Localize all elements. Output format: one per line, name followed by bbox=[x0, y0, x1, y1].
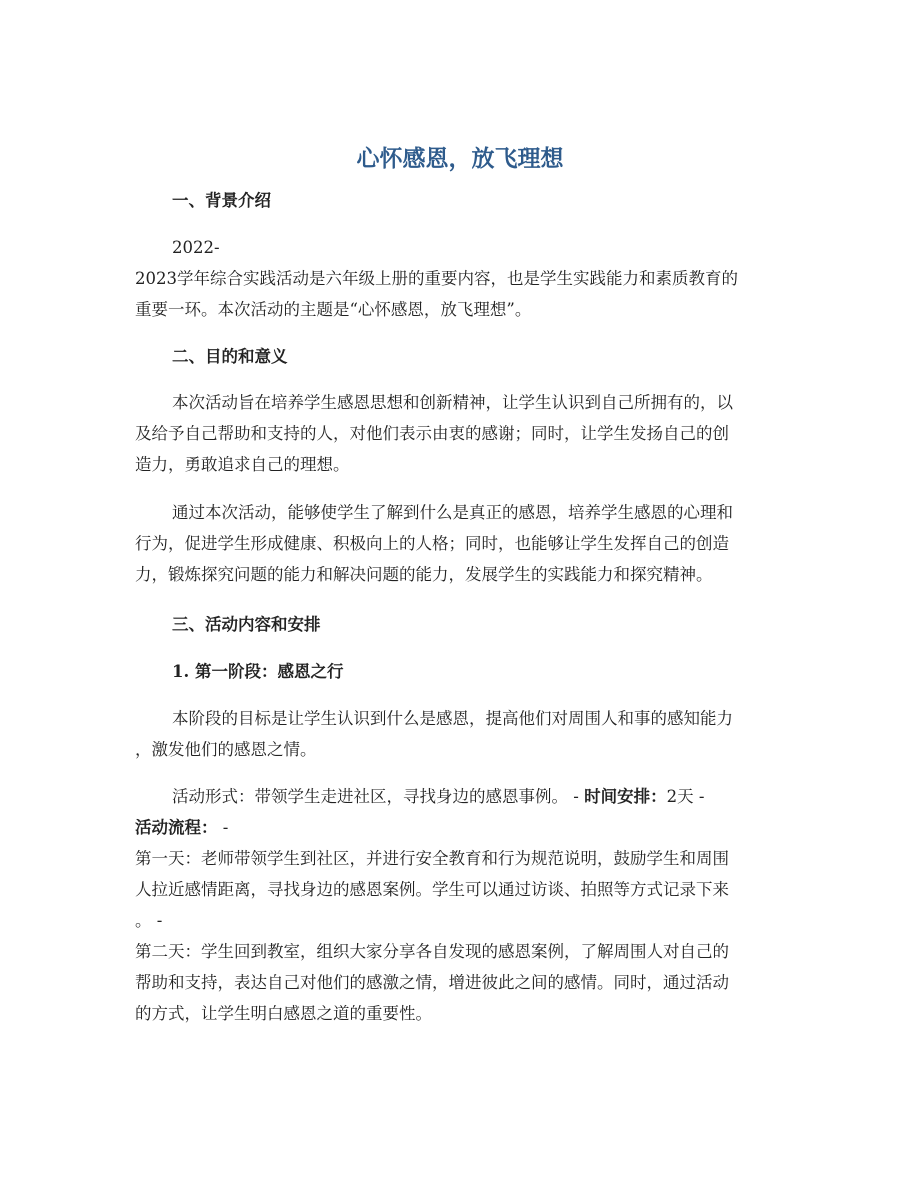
text-line: 第二天：学生回到教室，组织大家分享各自发现的感恩案例，了解周围人对自己的 bbox=[135, 942, 729, 961]
purpose-paragraph-1 bbox=[135, 387, 787, 480]
text-line bbox=[135, 781, 787, 812]
section-heading-background: 一、背景介绍 bbox=[172, 191, 271, 210]
text-line: 本阶段的目标是让学生认识到什么是感恩，提高他们对周围人和事的感知能力 bbox=[172, 709, 733, 728]
time-value: 2天 bbox=[666, 787, 694, 806]
activity-form-text: 活动形式：带领学生走进社区，寻找身边的感恩事例。 bbox=[172, 787, 568, 806]
subheading-stage-one: 1. 第一阶段：感恩之行 bbox=[172, 662, 344, 681]
text-line: 帮助和支持，表达自己对他们的感激之情，增进彼此之间的感情。同时，通过活动 bbox=[135, 973, 729, 992]
background-paragraph bbox=[135, 232, 787, 325]
text-line: 。 - bbox=[135, 911, 163, 930]
purpose-paragraph-2 bbox=[135, 497, 787, 590]
text-line: 2022- bbox=[172, 238, 220, 257]
text-line bbox=[135, 812, 787, 843]
text-line: ，激发他们的感恩之情。 bbox=[135, 740, 317, 759]
text-line: 行为，促进学生形成健康、积极向上的人格；同时，也能够让学生发挥自己的创造 bbox=[135, 534, 729, 553]
time-label: 时间安排： bbox=[584, 787, 667, 806]
activity-form-paragraph bbox=[135, 781, 787, 1029]
text-line: 通过本次活动，能够使学生了解到什么是真正的感恩，培养学生感恩的心理和 bbox=[172, 503, 733, 522]
text-line: 重要一环。本次活动的主题是“心怀感恩，放飞理想”。 bbox=[135, 300, 532, 319]
dash-separator: - bbox=[693, 787, 705, 806]
text-line: 及给予自己帮助和支持的人，对他们表示由衷的感谢；同时，让学生发扬自己的创 bbox=[135, 424, 729, 443]
text-line: 造力，勇敢追求自己的理想。 bbox=[135, 455, 350, 474]
document-title: 心怀感恩，放飞理想 bbox=[356, 145, 564, 172]
flow-label: 活动流程： bbox=[135, 818, 218, 837]
text-line: 人拉近感情距离，寻找身边的感恩案例。学生可以通过访谈、拍照等方式记录下来 bbox=[135, 880, 729, 899]
text-line: 第一天：老师带领学生到社区，并进行安全教育和行为规范说明，鼓励学生和周围 bbox=[135, 849, 729, 868]
stage-goal-paragraph bbox=[135, 703, 787, 765]
dash-separator: - bbox=[568, 787, 585, 806]
text-line: 力，锻炼探究问题的能力和解决问题的能力，发展学生的实践能力和探究精神。 bbox=[135, 565, 713, 584]
text-line: 本次活动旨在培养学生感恩思想和创新精神，让学生认识到自己所拥有的，以 bbox=[172, 393, 733, 412]
section-heading-activities: 三、活动内容和安排 bbox=[172, 615, 321, 634]
text-line: 2023学年综合实践活动是六年级上册的重要内容，也是学生实践能力和素质教育的 bbox=[135, 269, 738, 288]
section-heading-purpose: 二、目的和意义 bbox=[172, 347, 288, 366]
text-line: 的方式，让学生明白感恩之道的重要性。 bbox=[135, 1004, 432, 1023]
dash-separator: - bbox=[217, 818, 229, 837]
